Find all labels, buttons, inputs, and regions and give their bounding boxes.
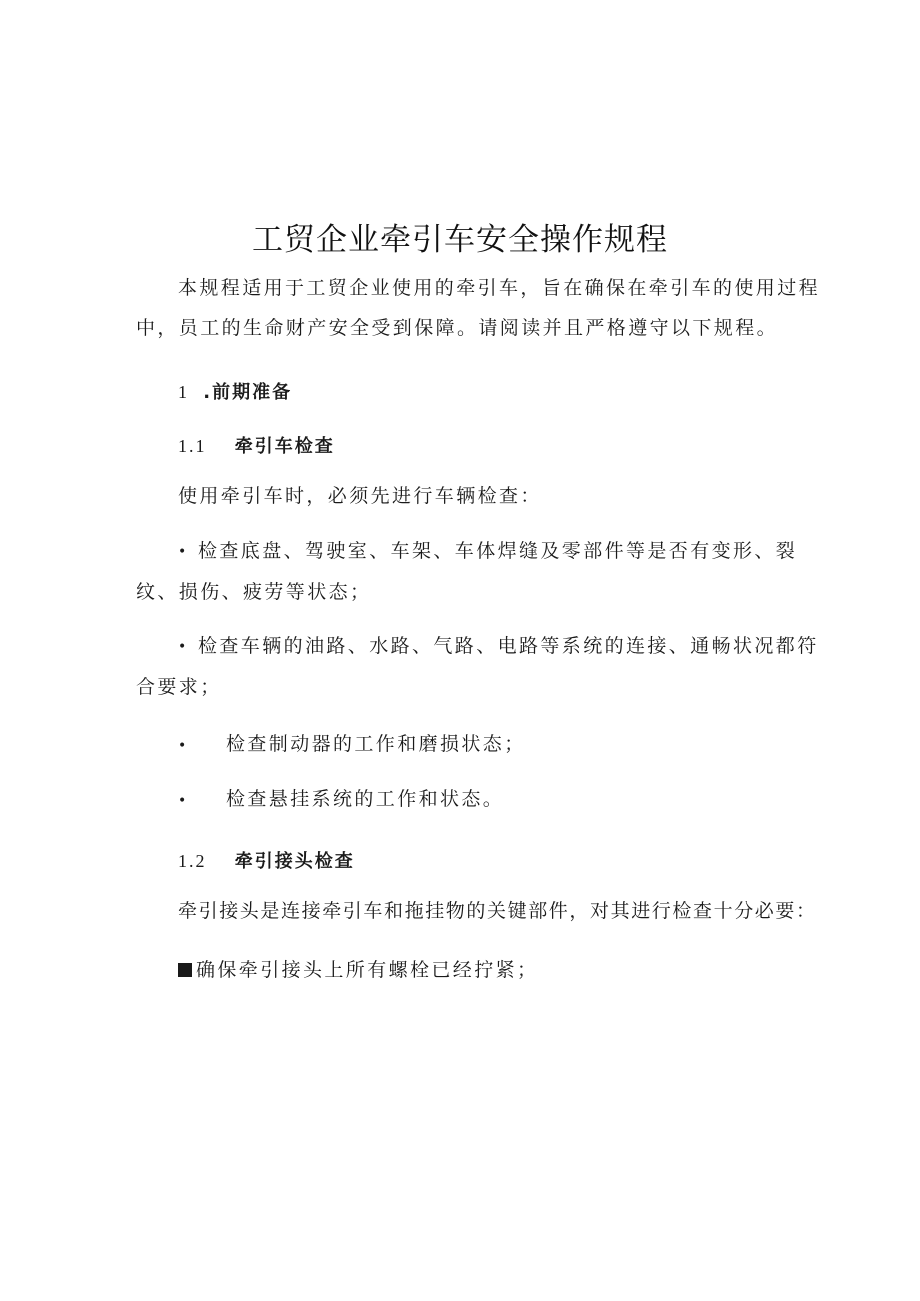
bullet-dot: •: [178, 544, 187, 560]
check-item-2-line-2: 合要求；: [136, 676, 222, 698]
section-1-number: 1: [178, 382, 189, 402]
check-item-2-line-1: 检查车辆的油路、水路、气路、电路等系统的连接、通畅状况都符: [198, 635, 819, 657]
check-item-1-line-1: 检查底盘、驾驶室、车架、车体焊缝及零部件等是否有变形、裂: [198, 540, 798, 562]
section-1-1-title: 牵引车检查: [234, 436, 335, 457]
section-1-title: .前期准备: [203, 382, 293, 403]
intro-paragraph-line-1: 本规程适用于工贸企业使用的牵引车，旨在确保在牵引车的使用过程: [178, 277, 821, 299]
check-item-1-line-2: 纹、损伤、疲劳等状态；: [136, 581, 372, 603]
section-1-heading: [178, 378, 292, 404]
section-1-2-heading: [178, 847, 355, 873]
section-1-1-number: 1.1: [178, 436, 207, 456]
bullet-dot: •: [178, 738, 187, 754]
section-1-2-lead: 牵引接头是连接牵引车和拖挂物的关键部件，对其进行检查十分必要：: [178, 900, 817, 922]
bullet-dot: •: [178, 793, 187, 809]
check-item-4: 检查悬挂系统的工作和状态。: [226, 788, 505, 810]
section-1-1-lead: 使用牵引车时，必须先进行车辆检查：: [178, 485, 542, 507]
document-title: 工贸企业牵引车安全操作规程: [252, 222, 668, 258]
check-item-3: 检查制动器的工作和磨损状态；: [226, 733, 526, 755]
square-bullet-icon: [178, 963, 192, 977]
joint-check-item-1: [178, 958, 538, 982]
section-1-2-title: 牵引接头检查: [234, 851, 355, 872]
bullet-dot: •: [178, 639, 187, 655]
joint-check-item-1-text: 确保牵引接头上所有螺栓已经拧紧；: [196, 959, 539, 981]
section-1-1-heading: [178, 432, 335, 458]
section-1-2-number: 1.2: [178, 851, 207, 871]
intro-paragraph-line-2: 中，员工的生命财产安全受到保障。请阅读并且严格遵守以下规程。: [136, 317, 779, 339]
